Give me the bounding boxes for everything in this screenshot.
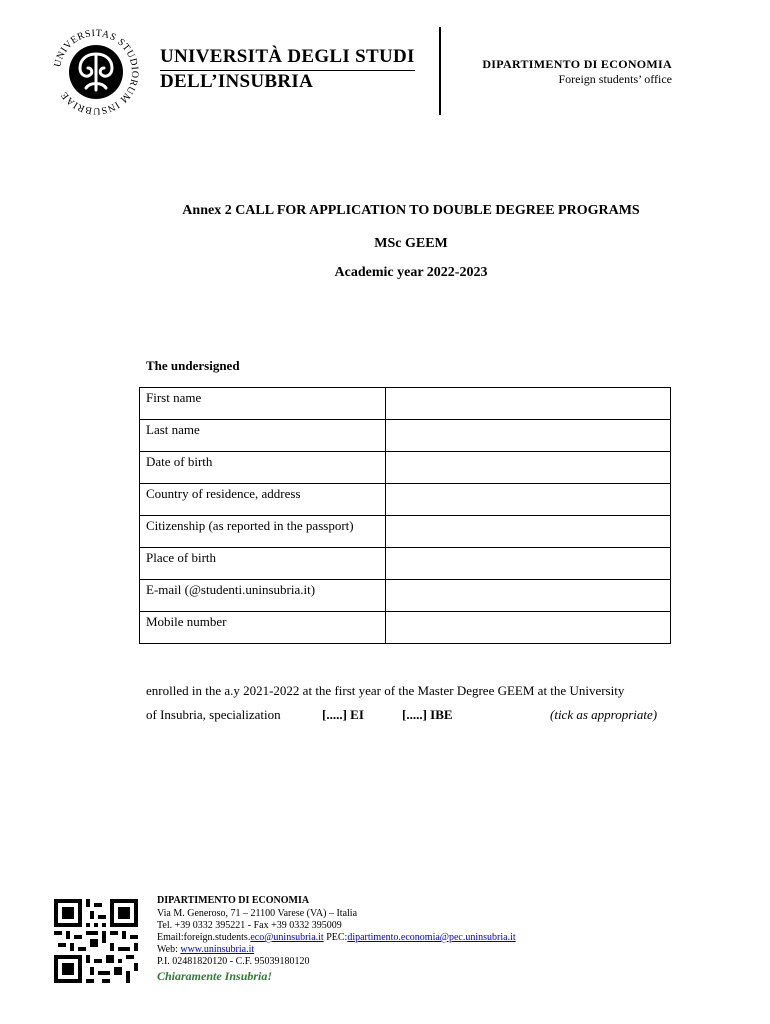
applicant-form-table	[139, 387, 671, 644]
table-row	[140, 612, 671, 644]
table-row	[140, 452, 671, 484]
footer-email-link[interactable]: eco@uninsubria.it	[250, 932, 324, 943]
field-label-country-address: Country of residence, address	[140, 484, 386, 516]
footer-email-line	[157, 932, 516, 944]
form-heading: The undersigned	[146, 358, 240, 373]
field-label-place-of-birth: Place of birth	[140, 548, 386, 580]
footer-department: DIPARTIMENTO DI ECONOMIA	[157, 895, 310, 906]
field-label-mobile: Mobile number	[140, 612, 386, 644]
footer-pec-prefix: PEC:	[323, 932, 348, 943]
table-row	[140, 484, 671, 516]
program-title: MSc GEEM	[374, 236, 448, 251]
field-value-place-of-birth[interactable]	[386, 548, 671, 580]
footer-motto: Chiaramente Insubria!	[157, 969, 273, 983]
header-divider	[439, 27, 441, 115]
table-row	[140, 548, 671, 580]
academic-year: Academic year 2022-2023	[334, 265, 488, 280]
footer-phone: Tel. +39 0332 395221 - Fax +39 0332 395009	[157, 920, 342, 931]
seal-text: UNIVERSITAS STUDIORUM INSUBRIAE	[52, 28, 140, 116]
field-label-citizenship: Citizenship (as reported in the passport)	[140, 516, 386, 548]
header-department: DIPARTIMENTO DI ECONOMIA	[482, 57, 672, 71]
field-label-first-name: First name	[140, 388, 386, 420]
specialization-label: of Insubria, specialization	[146, 707, 281, 722]
enrollment-text: enrolled in the a.y 2021-2022 at the first year of the Master Degree GEEM at the University	[146, 683, 625, 698]
table-row	[140, 580, 671, 612]
field-value-mobile[interactable]	[386, 612, 671, 644]
option-ibe-checkbox[interactable]: [.....] IBE	[402, 707, 453, 722]
university-name-line2: DELL’INSUBRIA	[160, 71, 314, 92]
document-title: Annex 2 CALL FOR APPLICATION TO DOUBLE DEGREE PROGRAMS	[182, 203, 640, 218]
field-value-country-address[interactable]	[386, 484, 671, 516]
field-value-date-of-birth[interactable]	[386, 452, 671, 484]
field-value-citizenship[interactable]	[386, 516, 671, 548]
table-row	[140, 420, 671, 452]
footer-email-prefix: Email:foreign.students.	[157, 932, 251, 943]
footer-web-link[interactable]: www.uninsubria.it	[180, 944, 255, 955]
header-office: Foreign students’ office	[558, 72, 672, 86]
field-label-date-of-birth: Date of birth	[140, 452, 386, 484]
specialization-line	[146, 707, 676, 723]
footer-pec-link[interactable]: dipartimento.economia@pec.uninsubria.it	[347, 932, 516, 943]
footer-tax-ids: P.I. 02481820120 - C.F. 95039180120	[157, 956, 310, 967]
footer-web-prefix: Web:	[157, 944, 181, 955]
field-label-last-name: Last name	[140, 420, 386, 452]
table-row	[140, 388, 671, 420]
field-value-email[interactable]	[386, 580, 671, 612]
field-label-email: E-mail (@studenti.uninsubria.it)	[140, 580, 386, 612]
university-name-line1: UNIVERSITÀ DEGLI STUDI	[160, 46, 415, 67]
field-value-last-name[interactable]	[386, 420, 671, 452]
footer-address: Via M. Generoso, 71 – 21100 Varese (VA) – Italia	[157, 908, 358, 919]
university-seal-logo	[52, 28, 140, 116]
table-row	[140, 516, 671, 548]
field-value-first-name[interactable]	[386, 388, 671, 420]
tick-note: (tick as appropriate)	[550, 707, 658, 722]
footer-web-line	[157, 944, 254, 956]
option-ei-checkbox[interactable]: [.....] EI	[322, 707, 364, 722]
qr-code-icon	[54, 899, 138, 983]
